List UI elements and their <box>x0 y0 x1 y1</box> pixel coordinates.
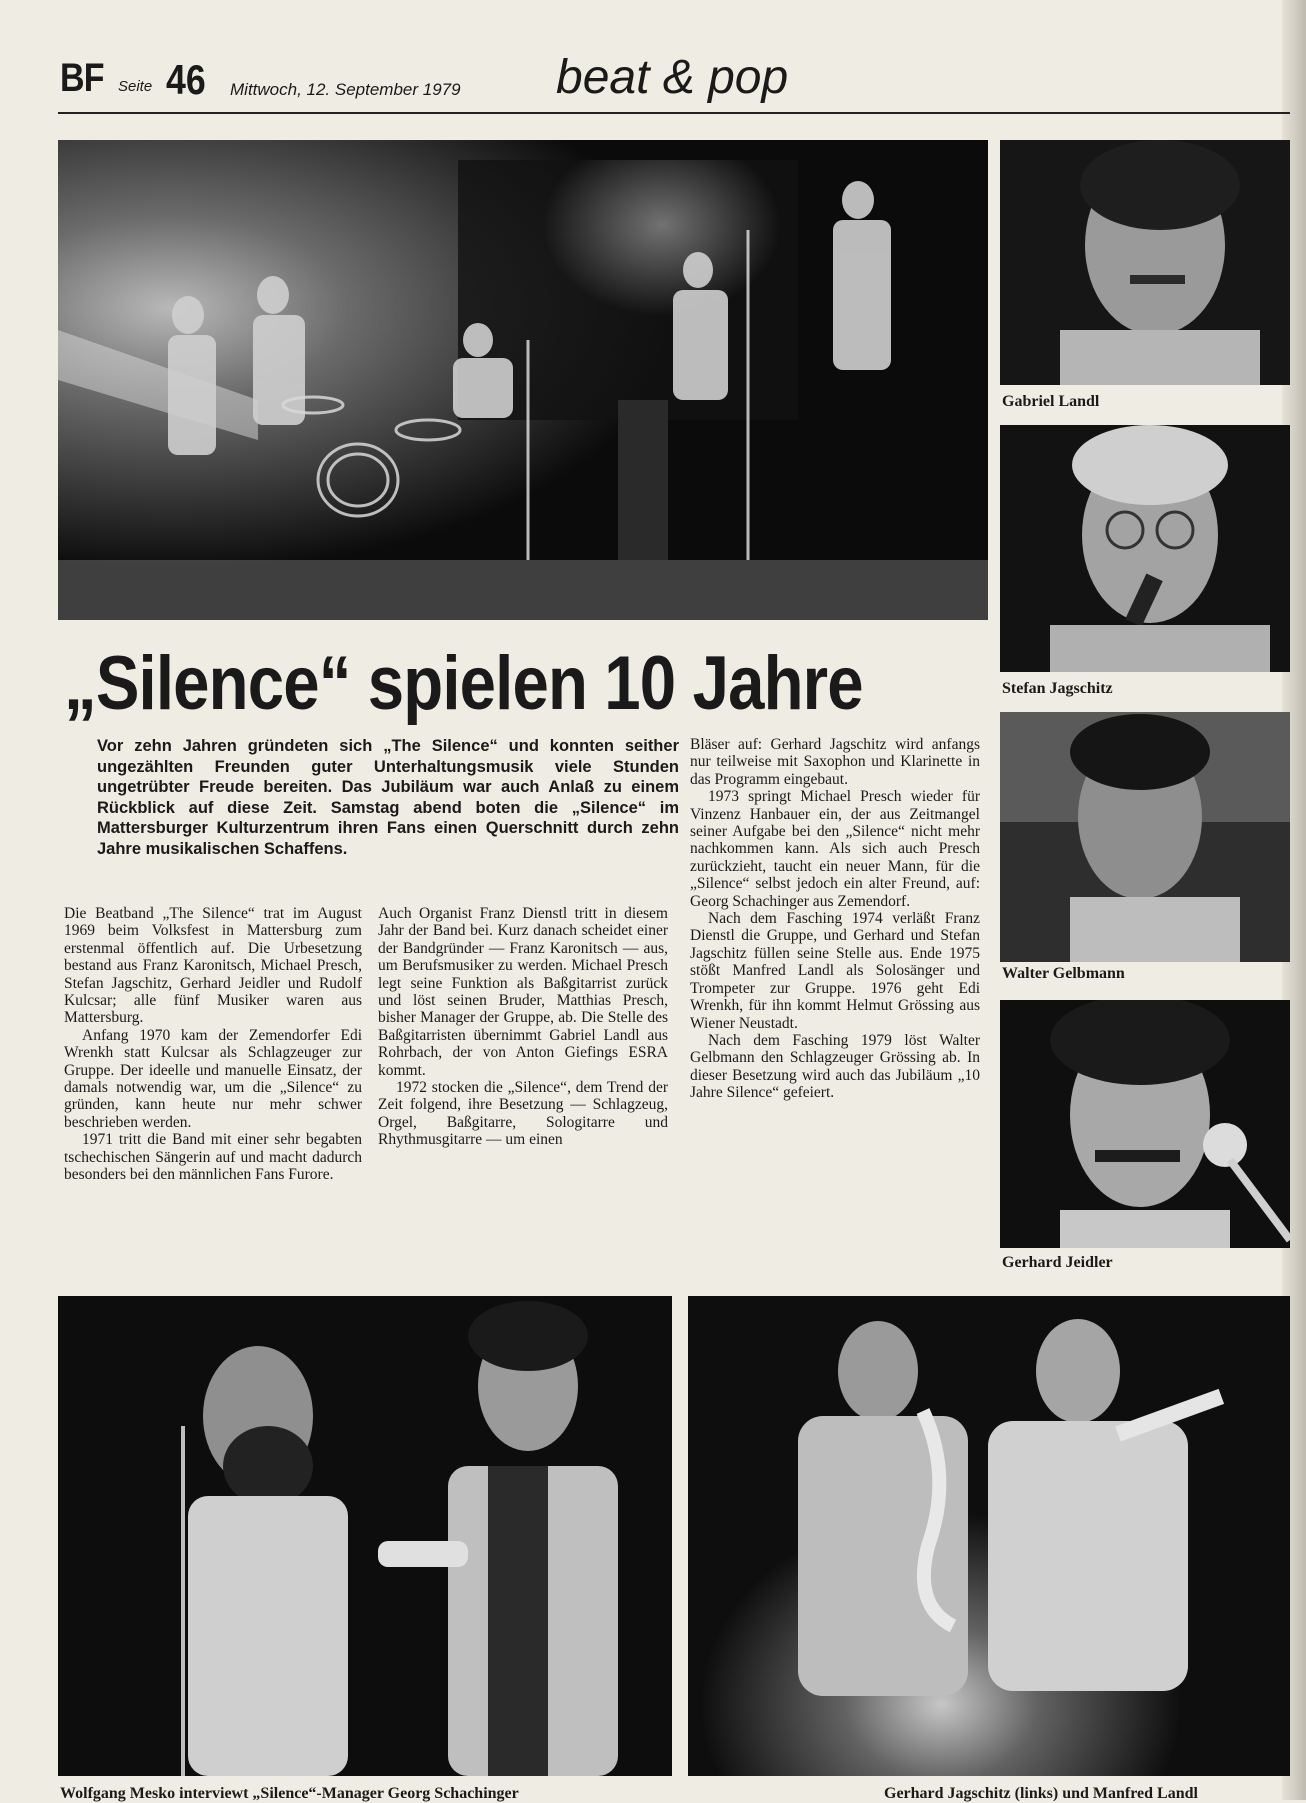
portrait-caption: Walter Gelbmann <box>1002 965 1125 982</box>
body-paragraph: Bläser auf: Gerhard Jagschitz wird anfangs nur teilweise mit Saxophon und Klarinette in das Programm eingebaut. <box>690 736 980 788</box>
body-paragraph: Nach dem Fasching 1974 verläßt Franz Dienstl die Gruppe, und Gerhard und Stefan Jagschitz füllen seine Stelle aus. Ende 1975 stößt Manfred Landl als Solosänger und Trompeter zur Gruppe. 1976 geht Edi Wrenkh, für ihn kommt Helmut Grössing aus Wiener Neustadt. <box>690 910 980 1032</box>
article-headline: „Silence“ spielen 10 Jahre <box>64 641 863 726</box>
body-paragraph: Auch Organist Franz Dienstl tritt in diesem Jahr der Band bei. Kurz danach scheidet einer der Bandgründer — Franz Karonitsch — aus, um Berufsmusiker zu werden. Michael Presch legt seine Funktion als Baßgitarrist zurück und löst seinen Bruder, Matthias Presch, bisher Manager der Gruppe, ab. Die Stelle des Baßgitarristen übernimmt Gabriel Landl aus Rohrbach, der von Anton Giefings ESRA kommt. <box>378 905 668 1079</box>
body-paragraph: Nach dem Fasching 1979 löst Walter Gelbmann den Schlagzeuger Grössing ab. In dieser Besetzung wird auch das Jubiläum „10 Jahre Silence“ gefeiert. <box>690 1031 980 1102</box>
portrait-gabriel-landl <box>1000 140 1290 385</box>
body-paragraph: 1973 springt Michael Presch wieder für Vinzenz Hanbauer ein, der aus Zeitmangel seiner Aufgabe bei den „Silence“ nicht mehr nachkommen kann. Als sich auch Presch zurückzieht, taucht ein neuer Mann, für die „Silence“ selbst jedoch ein alter Freund, auf: Georg Schachinger aus Zemendorf. <box>690 788 980 910</box>
body-paragraph: Die Beatband „The Silence“ trat im August 1969 beim Volksfest in Mattersburg zum erstenmal öffentlich auf. Die Urbesetzung bestand aus Franz Karonitsch, Michael Presch, Stefan Jagschitz, Gerhard Jeidler und Rudolf Kulcsar; alle fünf Musiker waren aus Mattersburg. <box>64 905 362 1027</box>
body-paragraph: Anfang 1970 kam der Zemendorfer Edi Wrenkh statt Kulcsar als Schlagzeuger zur Gruppe. Der ideelle und manuelle Einsatz, der damals notwendig war, um die „Silence“ zu gründen, kann heute nur mehr schwer beschrieben werden. <box>64 1026 362 1131</box>
article-column-3 <box>690 736 980 1102</box>
portrait-stefan-jagschitz <box>1000 425 1290 672</box>
page-label: Seite <box>118 78 153 95</box>
bottom-right-caption: Gerhard Jagschitz (links) und Manfred Landl <box>884 1785 1198 1802</box>
bottom-left-caption: Wolfgang Mesko interviewt „Silence“-Manager Georg Schachinger <box>60 1785 519 1802</box>
band-stage-photo <box>58 140 988 620</box>
portrait-gerhard-jeidler <box>1000 1000 1290 1248</box>
article-column-1 <box>64 905 362 1184</box>
body-paragraph: 1971 tritt die Band mit einer sehr begabten tschechischen Sängerin auf und macht dadurch besonders bei den männlichen Fans Furore. <box>64 1131 362 1184</box>
portrait-caption: Gerhard Jeidler <box>1002 1254 1113 1271</box>
portrait-caption: Stefan Jagschitz <box>1002 680 1113 697</box>
issue-date: Mittwoch, 12. September 1979 <box>230 80 461 99</box>
header-rule <box>58 112 1290 114</box>
brass-players-photo <box>688 1296 1290 1776</box>
portrait-walter-gelbmann <box>1000 712 1290 962</box>
page-number: 46 <box>166 56 206 103</box>
article-lead: Vor zehn Jahren gründeten sich „The Silence“ und konnten seither ungezählten Freunden guter Unterhaltungsmusik viele Stunden ungetrübter Freude bereiten. Das Jubiläum war auch Anlaß zu einem Rückblick auf diese Zeit. Samstag abend boten die „Silence“ im Mattersburger Kulturzentrum ihren Fans einen Querschnitt durch zehn Jahre musikalischen Schaffens. <box>97 737 679 858</box>
section-title: beat & pop <box>556 51 789 104</box>
interview-photo <box>58 1296 672 1776</box>
body-paragraph: 1972 stocken die „Silence“, dem Trend der Zeit folgend, ihre Besetzung — Schlagzeug, Orgel, Baßgitarre, Sologitarre und Rhythmusgitarre — um einen <box>378 1079 668 1149</box>
portrait-caption: Gabriel Landl <box>1002 393 1100 410</box>
page-header <box>58 50 1290 110</box>
newspaper-logo: BF <box>60 56 104 100</box>
article-column-2 <box>378 905 668 1149</box>
